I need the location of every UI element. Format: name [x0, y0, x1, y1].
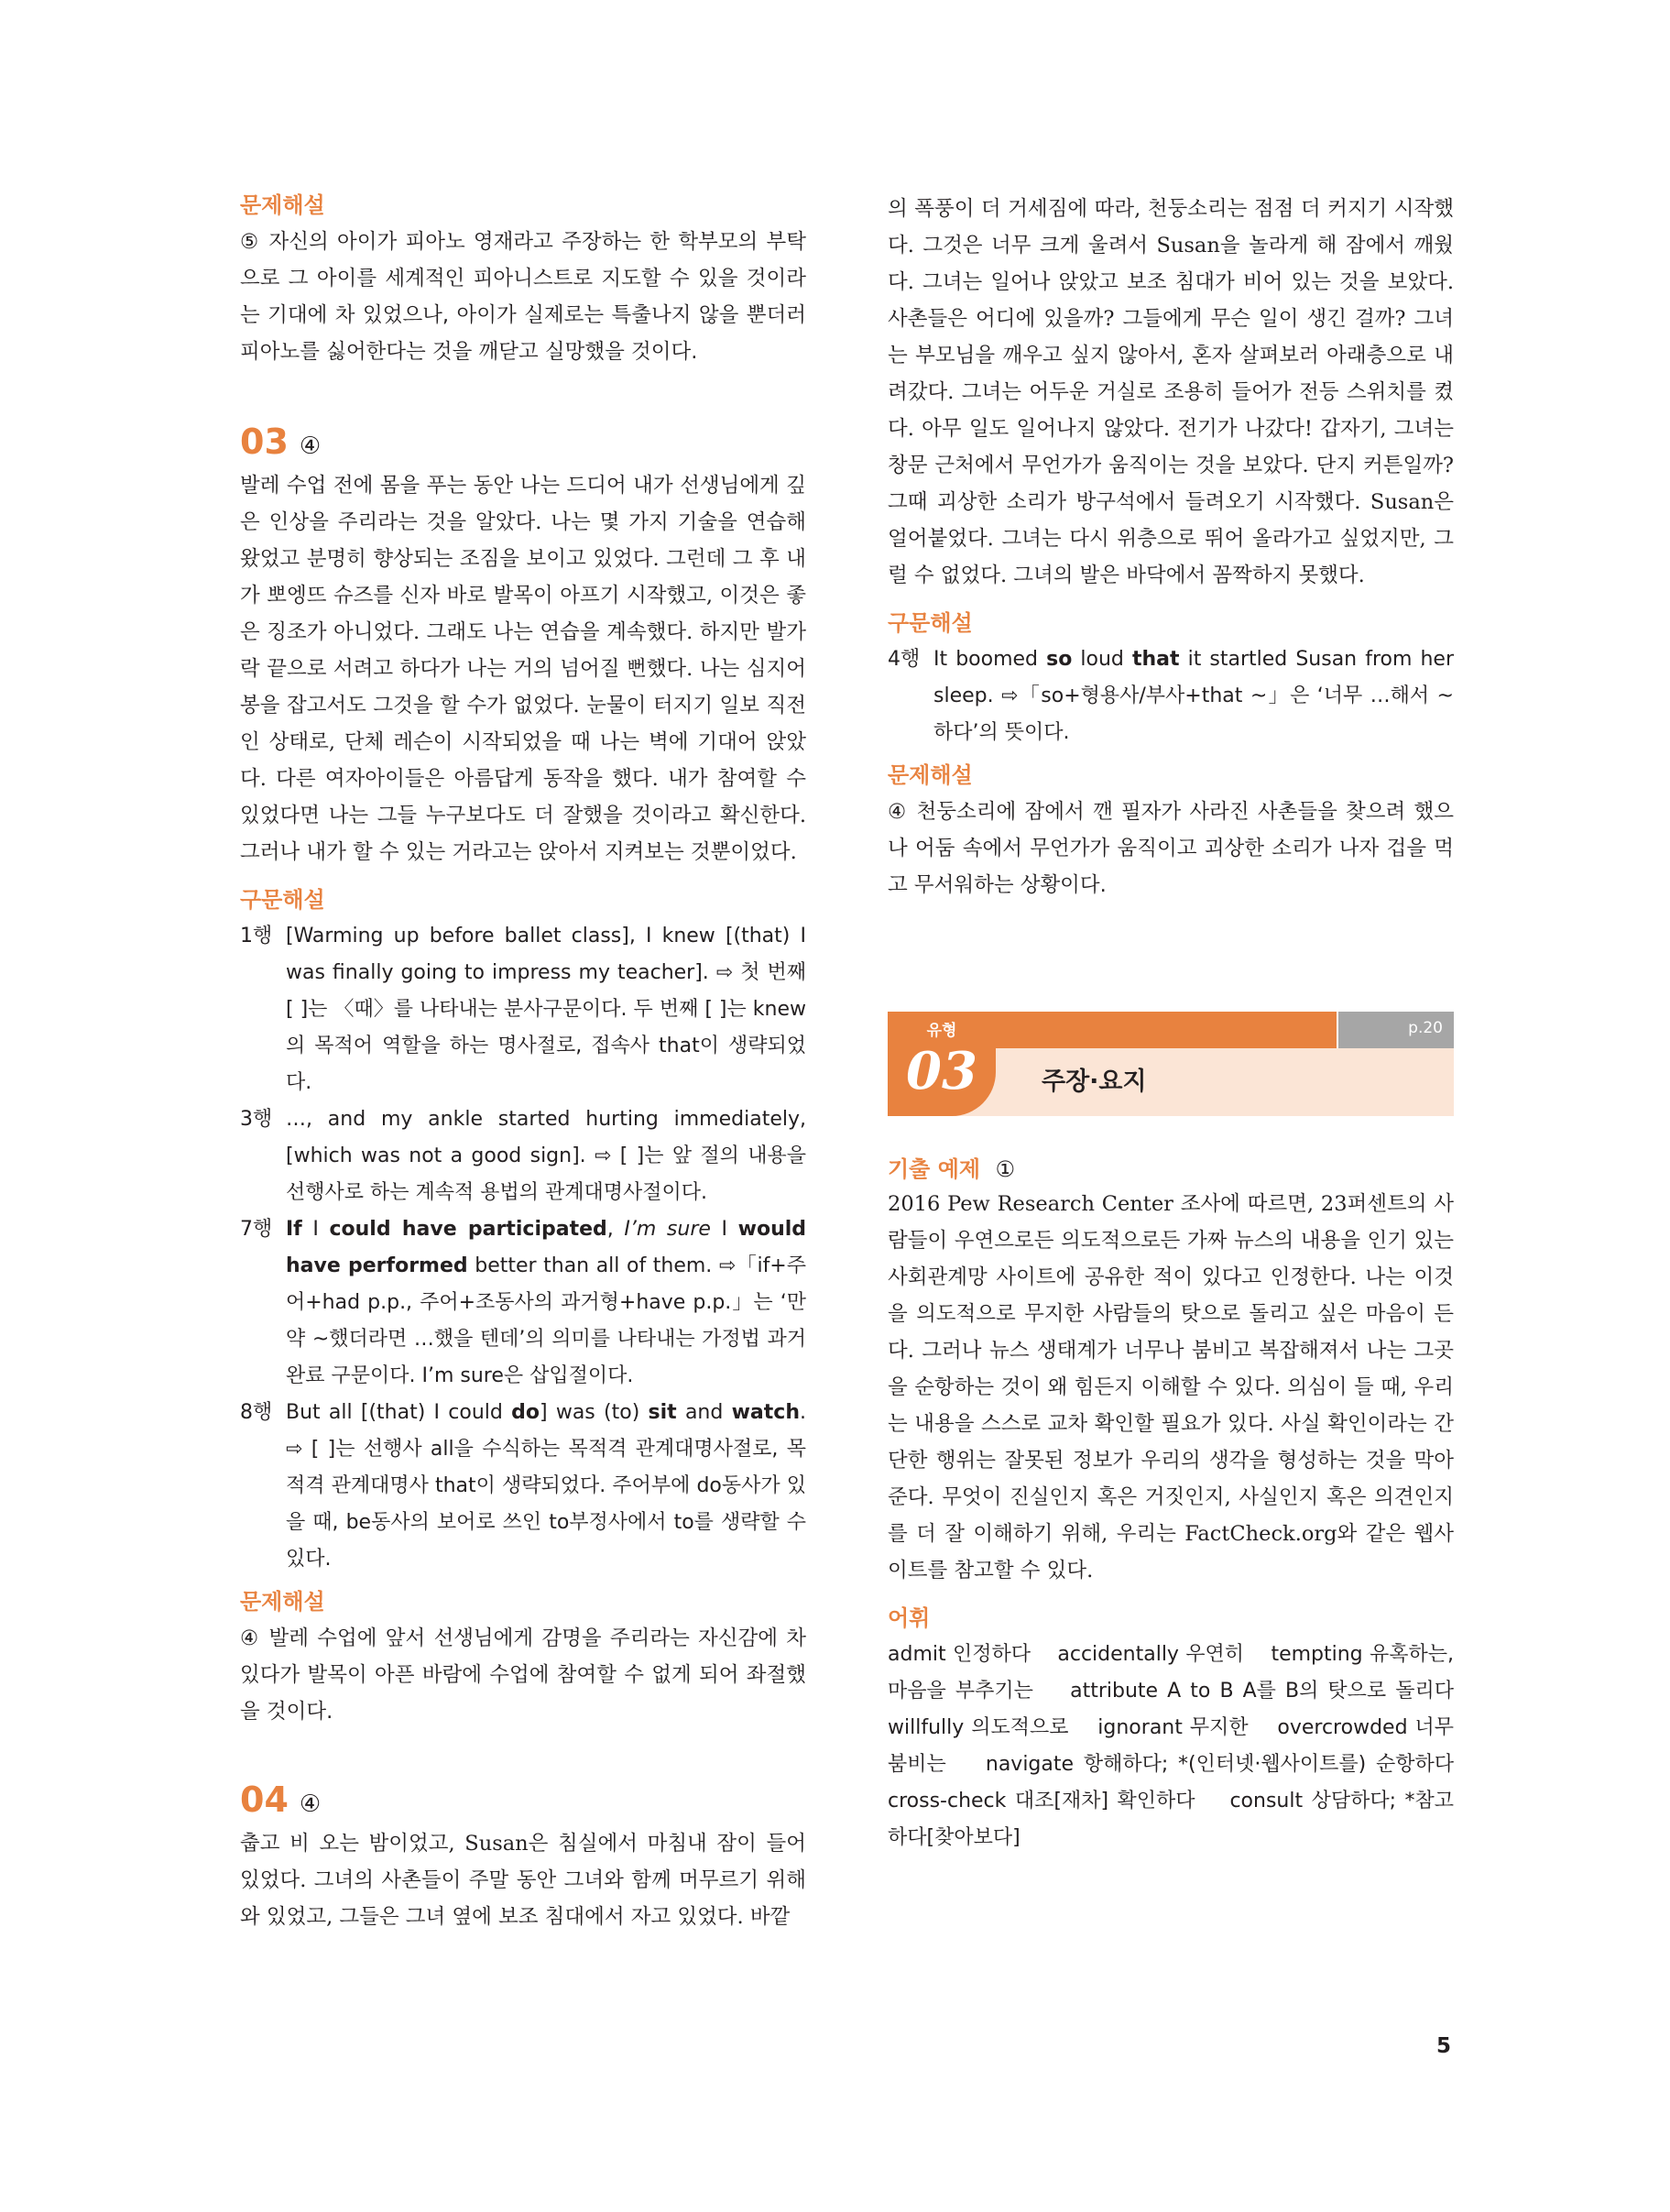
syntax-notes: [240, 918, 806, 1578]
type-banner: [888, 1012, 1454, 1116]
note-fragment: better than all of them. ⇨「if+주어+had p.p., 주어+조동사의 과거형+have p.p.」는 ‘만약 ~했더라면 …했을 텐데’의 의미를 나타내는 가정법 과거완료 구문이다. I’m sure은 삽입절이다.: [286, 1254, 806, 1387]
note-fragment: I: [301, 1218, 330, 1241]
example-answer: ①: [995, 1156, 1015, 1182]
note-text: [286, 1211, 806, 1395]
question-number: 04: [240, 1779, 289, 1820]
solution-text: ④ 발레 수업에 앞서 선생님에게 감명을 주리라는 자신감에 차 있다가 발목이 아픈 바람에 수업에 참여할 수 없게 되어 좌절했을 것이다.: [240, 1626, 806, 1724]
question-header-04: [240, 1778, 806, 1822]
line-ref: 4행: [888, 648, 921, 671]
line-ref: 7행: [240, 1218, 273, 1241]
note-fragment-bold: that: [1131, 648, 1180, 671]
section-label-syntax: 구문해설: [888, 610, 973, 636]
note-fragment-bold: sit: [648, 1401, 677, 1424]
question-answer: ④: [299, 1790, 322, 1818]
type-title: 주장·요지: [1042, 1068, 1147, 1096]
note-fragment-bold: so: [1046, 648, 1073, 671]
syntax-note: [240, 918, 806, 1101]
section-label-vocab: 어휘: [888, 1605, 931, 1631]
translation-text: 춥고 비 오는 밤이었고, Susan은 침실에서 마침내 잠이 들어 있었다. 그녀의 사촌들이 주말 동안 그녀와 함께 머무르기 위해 와 있었고, 그들은 그녀 옆에 보조 침대에서 자고 있었다. 바깥: [240, 1832, 806, 1929]
note-fragment-bold: could have participated: [329, 1218, 607, 1241]
note-text: [286, 1101, 806, 1211]
syntax-note: [240, 1101, 806, 1211]
line-ref: 8행: [240, 1401, 273, 1424]
note-text: [933, 641, 1454, 751]
note-fragment: it startled Susan from her sleep. ⇨「so+형용사/부사+that ~」은 ‘너무 …해서 ~하다’의 뜻이다.: [933, 648, 1454, 744]
section-label-solution: 문제해설: [888, 762, 973, 788]
section-label-solution: 문제해설: [240, 192, 325, 218]
line-ref: 3행: [240, 1108, 273, 1131]
note-fragment: loud: [1072, 648, 1132, 671]
spacer: [888, 1116, 1454, 1155]
type-number: 03: [906, 1041, 977, 1101]
syntax-note: [240, 1395, 806, 1578]
note-fragment: ] was (to): [540, 1401, 649, 1424]
right-column: [888, 191, 1479, 1856]
note-fragment-bold: would have performed: [286, 1218, 807, 1277]
translation-continued: 의 폭풍이 더 거세짐에 따라, 천둥소리는 점점 더 커지기 시작했다. 그것은 너무 크게 울려서 Susan을 놀라게 해 잠에서 깨웠다. 그녀는 일어나 앉았고 보조 침대가 비어 있는 것을 보았다. 사촌들은 어디에 있을까? 그들에게 무슨 일이 생긴 걸까? 그녀는 부모님을 깨우고 싶지 않아서, 혼자 살펴보러 아래층으로 내려갔다. 그녀는 어두운 거실로 조용히 들어가 전등 스위치를 켰다. 아무 일도 일어나지 않았다. 전기가 나갔다! 갑자기, 그녀는 창문 근처에서 무언가가 움직이는 것을 보았다. 단지 커튼일까? 그때 괴상한 소리가 방구석에서 들려오기 시작했다. Susan은 얼어붙었다. 그녀는 다시 위층으로 뛰어 올라가고 싶었지만, 그럴 수 없었다. 그녀의 발은 바닥에서 꼼짝하지 못했다.: [888, 197, 1454, 587]
example-label: 기출 예제: [888, 1156, 981, 1182]
line-ref: 1행: [240, 925, 273, 947]
example-translation: 2016 Pew Research Center 조사에 따르면, 23퍼센트의 사람들이 우연으로든 의도적으로든 가짜 뉴스의 내용을 인기 있는 사회관계망 사이트에 공유한 적이 있다고 인정한다. 나는 이것을 의도적으로 무지한 사람들의 탓으로 돌리고 싶은 마음이 든다. 그러나 뉴스 생태계가 너무나 붐비고 복잡해져서 나는 그곳을 순항하는 것이 왜 힘든지 이해할 수 있다. 의심이 들 때, 우리는 내용을 스스로 교차 확인할 필요가 있다. 사실 확인이라는 간단한 행위는 잘못된 정보가 우리의 생각을 형성하는 것을 막아 준다. 무엇이 진실인지 혹은 거짓인지, 사실인지 혹은 의견인지를 더 잘 이해하기 위해, 우리는 FactCheck.org와 같은 웹사이트를 참고할 수 있다.: [888, 1192, 1454, 1582]
note-fragment-bold: If: [286, 1218, 302, 1241]
question-header-03: [240, 420, 806, 464]
note-fragment: I: [710, 1218, 738, 1241]
note-fragment: …, and my ankle started hurting immediately, [which was not a good sign]. ⇨ [ ]는 앞 절의 내용을 선행사로 하는 계속적 용법의 관계대명사절이다.: [286, 1108, 806, 1204]
section-label-solution: 문제해설: [240, 1589, 325, 1615]
section-label-syntax: 구문해설: [240, 887, 325, 913]
note-text: [286, 918, 806, 1101]
syntax-note: [888, 641, 1454, 751]
banner-page-box: [1338, 1012, 1454, 1048]
note-fragment: It boomed: [933, 648, 1047, 671]
type-label: 유형: [926, 1022, 957, 1040]
example-header: [888, 1155, 1454, 1184]
banner-tab: [888, 1012, 996, 1116]
note-fragment-bold: watch: [731, 1401, 800, 1424]
note-fragment: [Warming up before ballet class], I knew [(that) I was finally going to impress my teacher]. ⇨ 첫 번째 [ ]는 〈때〉를 나타내는 분사구문이다. 두 번째 [ ]는 knew의 목적어 역할을 하는 명사절로, 접속사 that이 생략되었다.: [286, 925, 806, 1094]
solution-text: ④ 천둥소리에 잠에서 깬 필자가 사라진 사촌들을 찾으려 했으나 어둠 속에서 무언가가 움직이고 괴상한 소리가 나자 겁을 먹고 무서워하는 상황이다.: [888, 800, 1454, 897]
note-fragment-bold: do: [511, 1401, 540, 1424]
syntax-note: [240, 1211, 806, 1395]
page-number: 5: [1436, 2034, 1452, 2058]
translation-text: 발레 수업 전에 몸을 푸는 동안 나는 드디어 내가 선생님에게 깊은 인상을 주리라는 것을 알았다. 나는 몇 가지 기술을 연습해 왔었고 분명히 향상되는 조짐을 보이고 있었다. 그런데 그 후 내가 뽀엥뜨 슈즈를 신자 바로 발목이 아프기 시작했고, 이것은 좋은 징조가 아니었다. 그래도 나는 연습을 계속했다. 하지만 발가락 끝으로 서려고 하다가 나는 거의 넘어질 뻔했다. 나는 심지어 봉을 잡고서도 그것을 할 수가 없었다. 눈물이 터지기 일보 직전인 상태로, 단체 레슨이 시작되었을 때 나는 벽에 기대어 앉았다. 다른 여자아이들은 아름답게 동작을 했다. 내가 참여할 수 있었다면 나는 그들 누구보다도 더 잘했을 것이라고 확신한다. 그러나 내가 할 수 있는 거라고는 앉아서 지켜보는 것뿐이었다.: [240, 474, 806, 864]
solution-text: ⑤ 자신의 아이가 피아노 영재라고 주장하는 한 학부모의 부탁으로 그 아이를 세계적인 피아니스트로 지도할 수 있을 것이라는 기대에 차 있었으나, 아이가 실제로는 특출나지 않을 뿐더러 피아노를 싫어한다는 것을 깨닫고 실망했을 것이다.: [240, 230, 806, 364]
note-fragment: . ⇨ [ ]는 선행사 all을 수식하는 목적격 관계대명사절로, 목적격 관계대명사 that이 생략되었다. 주어부에 do동사가 있을 때, be동사의 보어로 쓰인 to부정사에서 to를 생략할 수 있다.: [286, 1401, 806, 1571]
note-fragment-italic: I’m sure: [624, 1218, 711, 1241]
note-fragment: ,: [606, 1218, 625, 1241]
page-reference: p.20: [1408, 1019, 1443, 1037]
question-number: 03: [240, 422, 289, 462]
note-fragment: and: [676, 1401, 732, 1424]
note-text: [286, 1395, 806, 1578]
vocab-list: admit 인정하다 accidentally 우연히 tempting 유혹하는, 마음을 부추기는 attribute A to B A를 B의 탓으로 돌리다 willfully 의도적으로 ignorant 무지한 overcrowded 너무 붐비는 navigate 항해하다; *(인터넷·웹사이트를) 순항하다 cross-check 대조[재차] 확인하다 consult 상담하다; *참고하다[찾아보다]: [888, 1643, 1479, 1849]
note-fragment: But all [(that) I could: [286, 1401, 512, 1424]
syntax-notes: [888, 641, 1454, 751]
left-column: [240, 191, 806, 1935]
question-answer: ④: [299, 433, 322, 460]
